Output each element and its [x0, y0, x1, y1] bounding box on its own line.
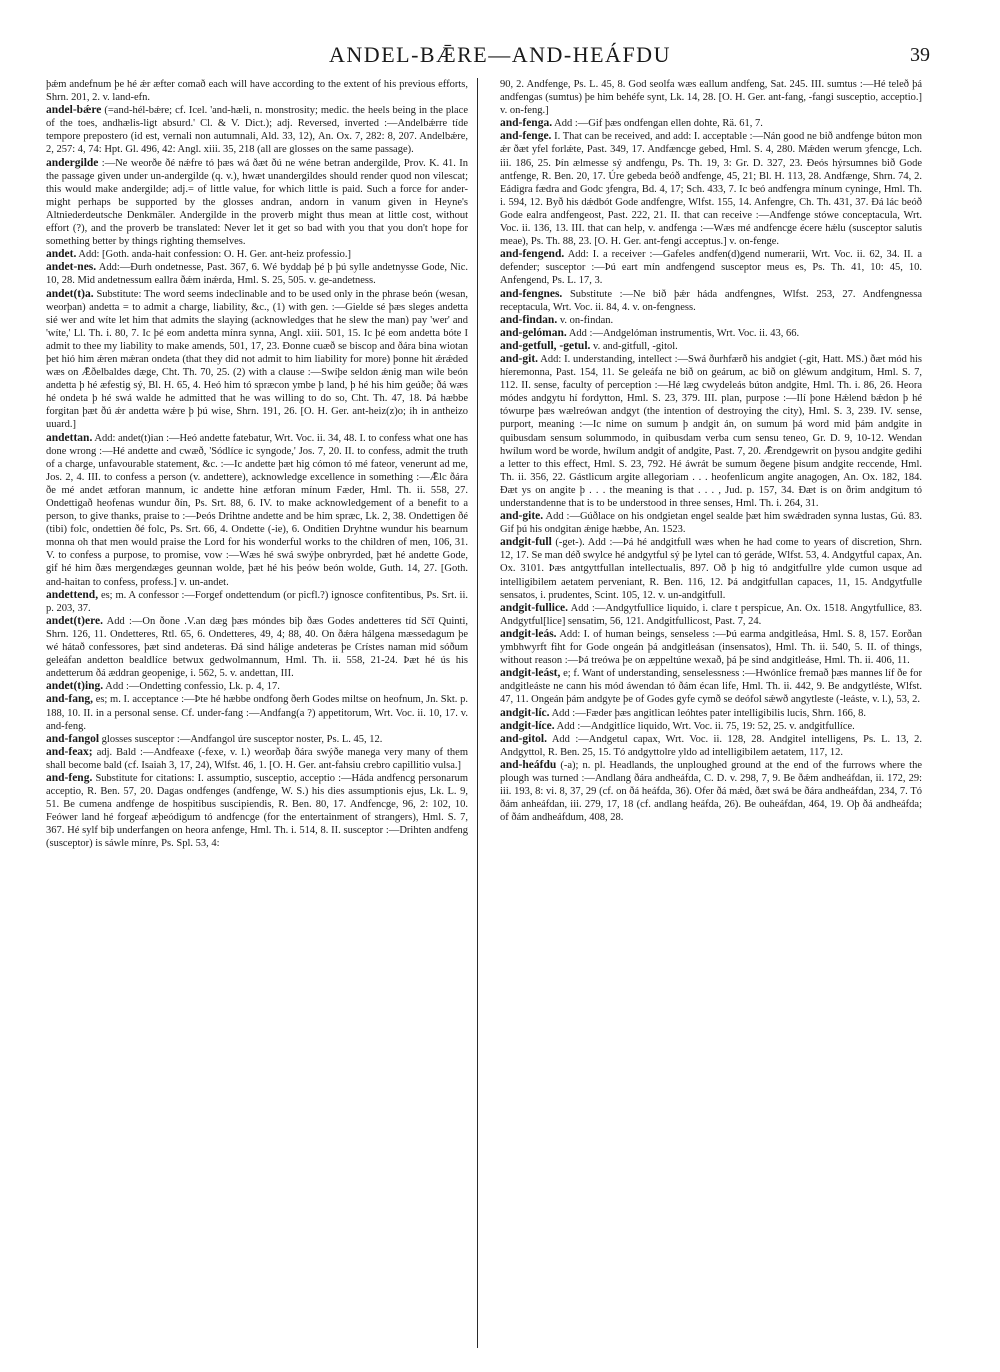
dictionary-entry — [500, 340, 922, 353]
entry-headword: andgit-leást, — [500, 667, 561, 680]
entry-headword: and-fenga. — [500, 117, 553, 130]
entry-text: Add :—Fæder þæs angitlican leóhtes pater intelligibilis lucis, Shrn. 166, 8. — [551, 707, 866, 719]
entry-text: es; m. A confessor :—Forgef ondettendum (or picfl.?) ignosce confitentibus, Ps. Srt. ii. p. 203, 37. — [46, 589, 468, 614]
entry-text: Add :—Gif þæs ondfengan ellen dohte, Rä. 61, 7. — [554, 118, 763, 130]
entry-headword: and-feax; — [46, 745, 93, 758]
entry-headword: and-fang, — [46, 693, 93, 706]
entry-text: Add :—Ondetting confessio, Lk. p. 4, 17. — [105, 681, 280, 693]
entry-headword: andet. — [46, 248, 77, 261]
entry-text: Substitute :—Ne bið þǽr háda andfengnes, Wlfst. 253, 27. Andfengnessa receptacula, Wrt. Voc. ii. 84, 4. v. on-fengness. — [500, 288, 922, 313]
entry-text: þǽm andefnum þe hé ǽr æfter comað each will have according to the extent of his previous efforts, Shrn. 201, 2. v. land-efn. — [46, 79, 468, 104]
entry-headword: and-feng. — [46, 771, 93, 784]
entry-headword: andgit-fullice. — [500, 601, 569, 614]
dictionary-entry — [500, 602, 922, 628]
entry-headword: andgit-líce. — [500, 719, 555, 732]
entry-headword: and-getfull, -getul. — [500, 339, 591, 352]
dictionary-entry — [500, 353, 922, 510]
entry-headword: and-fengnes. — [500, 287, 563, 300]
entry-text: Add:—Ðurh ondetnesse, Past. 367, 6. Wé byddaþ þé þ þú sylle andetnysse Gode, Nic. 10, 28. Mid andetnessum eallra ðǽm inǽrda, Hml. S. 25, 505. v. ge-andetness. — [46, 262, 468, 287]
dictionary-entry — [500, 628, 922, 667]
entry-text: Add :—Gúðlace on his ondgietan engel sealde þæt him swǽdraden synna lustas, Gú. 83. Gif þú his ondgitan ǽnige hæbbe, An. 1523. — [500, 511, 922, 536]
running-title: ANDEL-BǢRE—AND-HEÁFDU — [329, 42, 671, 67]
entry-text: Substitute: The word seems indeclinable and to be used only in the phrase beón (wesan, weorþan) andetta = to admit a charge, liability, &c., (1) with gen. :—Gielde sé þæs sleges andetta sié wer and wíte let him that admits the slaying (acknowledges that he slew the man) pay 'wer' and 'wíte,' Ll. Th. i. 80, 7. Ic þé eom andetta mínra synna, Angl. xiii. 501, 15. Ic þé eom andetta bóte I admit to thee my liability to make amends, 501, 17, 23. Ðonne cuæð se biscop and ðára bina wiotan þet hió him ǽren mǽran ondeta (that they did not admit to him liability for more) þonne hit ǽrǽded wæs on Ǣðelbaldes dæge, Cht. Th. 70, 25. (2) with a clause :—Swíþe seldon ǽnig man wile beón andetta þ hé æfestig sý, Bl. H. 65, 4. Heó him tó spræcon ymbe þ land, þ hé his him geúðe; ðá wæs hé ondeta þ hé swá walde he admitted that he was willing to do so, Cht. Th. 47, 18. Þá hæbbe forgitan þæt ðú ǽr andetta wǽre þ þú wise, Shrn. 191, 26. [O. H. Ger. ant-heiz(z)o; ih in antheizo uuard.] — [46, 288, 468, 431]
entry-text: Add :—Andgytfullice liquido, i. clare t perspicue, An. Ox. 1518. Angytfullice, 83. Andgytful[lice] sensatim, 56, 121. Andgitfullicost, Past. 7, 24. — [500, 602, 922, 627]
dictionary-entry — [46, 288, 468, 432]
entry-headword: andet-nes. — [46, 261, 97, 274]
entry-text: Add: I. a receiver :—Gafeles andfen(d)gend numerarii, Wrt. Voc. ii. 62, 34. II. a defender; susceptor :—Þú eart mín andfengend susceptor meus es, Ps. Th. 41, 10: 45, 10. Anfengend, Ps. L. 17, 3. — [500, 249, 922, 287]
entry-text: Add :—Andgelóman instrumentis, Wrt. Voc. ii. 43, 66. — [568, 327, 800, 339]
entry-text: Add: andet(t)ian :—Heó andette fatebatur, Wrt. Voc. ii. 34, 48. I. to confess what one has done wrong :—Hé andette and cwæð, 'Sódlíce ic syngode,' Jos. 7, 20. II. to confess, admit the truth of a charge, unfavourable statement, &c. :—Ic andette þæt hig cómon tó mé fateor, venerunt ad me, Jos. 2, 4. III. to confess a person (v. andettere), acknowledge excellence in something :—Ǣlc ðára ðe mé andet ætforan mannum, ic andette hine ætforan mínum Fæder, Hml. Th. ii. 558, 27. Ondettigað heofenas wundur ðín, Ps. Srt. 88, 6. IV. to make acknowledgement of a benefit to a person, to give thanks, praise to :—Þeós Drihtne andette and be him spræc, Lk. 2, 38. Ondettigen ðé (tibi) folc, ondettien ðé folc, Ps. Srt. 66, 4. Ondette (-ie), 6. Onditien Dryhtne wundur his bearnum monna oh that men would praise the Lord for his wonderful works to the children of men, 106, 31. V. to confess a purpose, to promise, vow :—Wæs hé swá swýþe onbryrded, þæt hé andette Gode, gif hé him ðæs mergendæges geunnan wolde, þæt hé his þeów beón wolde, Guth. 14, 27. [Goth. and-haitan to confess, profess.] v. un-andet. — [46, 432, 468, 588]
entry-text: Add: I. of human beings, senseless :—Þú earma andgitleása, Hml. S. 8, 157. Eorðan ymbhwyrft fiht for Gode ongeán þá andgitleásan (insensatos), Hml. Th. ii. 540, 5. II. of things, without reason :—Þá treówa þe on æppeltúne wexað, þá þe sind andgitleáse, Hml. Th. ii. 406, 11. — [500, 628, 922, 667]
dictionary-entry — [46, 746, 468, 772]
dictionary-entry — [500, 759, 922, 824]
entry-text: Add: I. understanding, intellect :—Swá ðurhfærð his andgiet (-git, Hatt. MS.) ðæt mód his híeremonna, Past. 154, 11. Se geleáfa ne bið on geárum, ac bið on gléwum andgitum, Hml. S. 7, 112. II. sense, faculty of perception :—Hé læg cwydeleás búton andgite, Hml. Th. i. 86, 26. Heora módes andgytu hí fordytton, Hml. S. 23, 379. III. plan, purpose :—Ilí þone Hǽlend bǽdon þ hé tówurpe þæs wælreówan andgyt (the intention of destroying the city), Hml. S. 3, 239. IV. sense, purport, meaning :—Ic nime on sumum þ andgit án, on sumum þá word mid þám andgite in quibusdam sensum solummodo, in quibusdam verba cum sensu teneo, Gr. D. 9, 10-12. Wendan hwílum word be worde, hwílum andgit of andgite, Past. 7, 20. Ǣrendgewrit on þysou andgite gedihi a letter to this effect, Hml. S. 23, 792. Hé áwrát be sumum ðegene þisum andgite reccende, Hml. Th. ii. 356, 22. Gástlicum argite allegoriam . . . heofenlicum angite anagogen, An. Ox. 182, 184. Ðæt ys on angite þ . . . the meaning is that . . . , Jud. p. 157, 34. Ðæt is on ðrim andgitum tó understandenne that is to be understood in three senses, Hml. Th. i. 264, 31. — [500, 353, 922, 509]
entry-headword: andet(t)a. — [46, 287, 94, 300]
entry-text: Add :—Andgitlíce liquido, Wrt. Voc. ii. 75, 19: 52, 25. v. andgitfullíce. — [556, 720, 855, 732]
entry-text: (-get-). Add :—Þá hé andgitfull wæs when he had come to years of discretion, Shrn. 12, 17. Se man déð swylce hé andgytful sý þe lytel can tó geráde, Wlfst. 53, 4. Andgytful capax, An. Ox. 3101. Þæs antgyttfullan intellectualis, 897. Oð þ hig tó andgitfullre ylde cumon usque ad intelligibilem aetatem perveniant, R. Ben. 116, 12. Þá andgitfullan capaces, 11, 15. Andgytfulle sensatos, i. prudentes, Scint. 105, 12. v. un-andgitfull. — [500, 537, 922, 601]
dictionary-entry — [500, 720, 922, 733]
dictionary-entry — [500, 117, 922, 130]
entry-text: :—Ne weorðe ðé nǽfre tó þæs wá ðæt ðú ne wéne betran andergilde, Prov. K. 41. In the passage given under un-andergilde (q. v.), hwæt unandergildes should render quod non vilescat; this would make andergilde; adj.= of little value, for which little is paid. Such a force for ander- might perhaps be supported by the glosses andran, andorn in vanum given in Heyne's Altniederdeutsche Denkmäler. Andergilde in the proverb might thus mean at little cost, without effort (?), and the proverb be translated: Never let it get so bad with you that you don't hope for something better by things righting themselves. — [46, 157, 468, 248]
entry-headword: and-gitol. — [500, 732, 547, 745]
entry-text: Add :—On ðone .V.an dæg þæs móndes biþ ðæs Godes andetteres tíd Sčī Quinti, Shrn. 126, 11. Ondetteres, Rtl. 65, 6. Ondetteres, 49, 4; 88, 40. On ðǽra hálgena mæssedagum þe wé hátað confessores, þæt sind andeteras. Ðá sind hálige andeteras þe Crístes naman mid sóðum geleáfan andetton bealdlíce betwux gedwolmannum, Hml. Th. ii. 558, 21-24. Þæt hé ús his andetterum ðá æddran geopenige, i. 562, 5. v. andettan, III. — [46, 615, 468, 680]
page-number: 39 — [910, 44, 930, 66]
left-column — [46, 78, 468, 1353]
dictionary-entry — [46, 432, 468, 589]
entry-text: Add: [Goth. anda-hait confession: O. H. Ger. ant-heiz professio.] — [78, 249, 352, 261]
entry-headword: andet(t)ing. — [46, 680, 104, 693]
entry-headword: and-gite. — [500, 510, 544, 523]
entry-headword: andettan. — [46, 431, 93, 444]
entry-headword: andel-bǽre — [46, 104, 102, 117]
dictionary-entry — [500, 667, 922, 706]
dictionary-entry — [500, 327, 922, 340]
entry-text: (-a); n. pl. Headlands, the unploughed ground at the end of the furrows where the plough was turned :—Andlang ðára andheáfda, C. D. v. 298, 7, 9. Be ðǽm andheáfdan, ii. 172, 29: iii. 193, 8: vi. 8, 37, 29 (cf. on ðá heáfda, 36). Ofer ðá mǽd, ðæt swá be ðára andheáfdan, 234, 7. Tó ðám anheáfdan, iii. 279, 17, 18 (cf. andlang heáfda, 26). Be ouheáfdan, 464, 19. Oþ ðá andheáfda; of ðám andheáfdum, 408, 28. — [500, 759, 922, 824]
entry-headword: andet(t)ere. — [46, 614, 103, 627]
entry-headword: and-findan. — [500, 313, 558, 326]
entry-headword: and-heáfdu — [500, 758, 557, 771]
entry-headword: and-fengend. — [500, 248, 565, 261]
dictionary-entry — [500, 314, 922, 327]
column-divider — [477, 78, 478, 1348]
entry-headword: andgit-leás. — [500, 627, 557, 640]
entry-headword: andettend, — [46, 588, 99, 601]
entry-headword: and-gelóman. — [500, 326, 567, 339]
entry-text: v. on-findan. — [559, 314, 614, 326]
dictionary-entry — [46, 615, 468, 680]
dictionary-entry — [46, 248, 468, 261]
entry-text: I. That can be received, and add: I. acceptable :—Nán good ne bið andfenge búton mon ǽr ðæt yfel forlǽte, Past. 349, 17. Andfæncge gebed, Hml. S. 4, 280. Mǽden werum ȝfencge, Lch. iii. 186, 25. Þín ælmesse sý andfengu, Ps. Th. 19, 3: Gr. D. 327, 23. Ðeós hýrsumnes bið Gode antfenge, R. Ben. 20, 17. Úre gebeda beóð andfenge, 45, 21; Bl. H. 113, 28. Andfænge, Shrn. 74, 2. Eádigra fædra and Godc ȝfengra, Bd. 4, 17; Sch. 433, 7. Ic beó andfengra mínum cyninge, Hml. Th. i. 594, 12. Byð his dǽdbót Gode andfengre, Wlfst. 155, 14. Anfengre, Ch. Th. 431, 37. Ðá lác beóð Gode ealra andfengeost, Past. 222, 21. II. that can receive :—Andfenge stówe conceptacula, Wrt. Voc. ii. 136, 13. III. that can help, v. andfenga :—Wæs mé andfencge écere hǽlu (susceptor salutis meae), Ps. Th. 88, 23. [O. H. Ger. ant-fengi acceptus.] v. on-fenge. — [500, 131, 922, 248]
dictionary-entry — [46, 261, 468, 287]
entry-headword: and-fenge. — [500, 130, 552, 143]
dictionary-entry — [46, 104, 468, 156]
dictionary-entry — [500, 536, 922, 601]
dictionary-entry — [46, 589, 468, 615]
entry-text: Add :—Andgetul capax, Wrt. Voc. ii. 128, 28. Andgitel intelligens, Ps. L. 13, 2. Andgyttol, R. Ben. 25, 15. Tó andgyttolre yldo ad intelligibilem aetatem, 117, 12. — [500, 733, 922, 758]
dictionary-entry — [500, 288, 922, 314]
entry-headword: andgit-full — [500, 536, 552, 549]
dictionary-entry — [46, 693, 468, 732]
dictionary-entry — [500, 733, 922, 759]
entry-text: es; m. I. acceptance :—Þte hé hæbbe ondfong ðerh Godes miltse on heofnum, Jn. Skt. p. 188, 10. II. in a personal sense. Cf. under-fang :—Andfang(a ?) appetitorum, Wrt. Voc. ii. 10, 17. v. and-feng. — [46, 694, 468, 732]
dictionary-entry — [500, 130, 922, 248]
right-column — [500, 78, 922, 1353]
entry-text: Substitute for citations: I. assumptio, susceptio, acceptio :—Háda andfencg personarum acceptio, R. Ben. 57, 20. Dagas ondfenges (andfenge, W. S.) his dies assumptionis ejus, Lk. L. 9, 51. Be cumena andfenge de hospitibus suscipiendis, R. Ben. 80, 17. Andfencge, 96, 2: 102, 10. Feówer land hé forgeaf æþeódigum tó andfencge (for the entertainment of strangers), Hml. S. 7, 367. Hé sylf biþ underfangen on heora anfenge, Hml. Th. i. 514, 8. II. susceptor :—Drihten andfeng (susceptor) is sáwle mínre, Ps. Spl. 53, 4: — [46, 772, 468, 850]
dictionary-entry — [500, 248, 922, 287]
entry-text: glosses susceptor :—Andfangol úre susceptor noster, Ps. L. 45, 12. — [101, 733, 383, 745]
dictionary-entry — [46, 157, 468, 249]
entry-text: v. and-gitfull, -gitol. — [593, 340, 678, 352]
entry-text: 90, 2. Andfenge, Ps. L. 45, 8. God seolfa wæs eallum andfeng, Sat. 245. III. sumtus :—Hé teleð þá andfengas (sumtus) þe him behéfe synt, Lk. 14, 28. [O. H. Ger. ant-fang, -fangi susceptio, acceptio.] v. on-feng.] — [500, 79, 922, 117]
entry-headword: andergilde — [46, 156, 99, 169]
dictionary-entry — [500, 707, 922, 720]
entry-headword: and-git. — [500, 352, 539, 365]
dictionary-entry — [500, 78, 922, 117]
entry-text: (=and-hél-bǽre; cf. Icel. 'and-hæli, n. monstrosity; medic. the heels being in the place of the toes, andhælis-ligt absurd.' Cl. & V. Dict.); adj. Reversed, inverted :—Andelbǽrre tíde tempore preposterо (id est, vernali non autumnali, Ald. 33, 12), An. Ox. 7, 282: 8, 207. Andelbǽre, 2, 257: 4, 74: Hpt. Gl. 496, 42: Angl. xiii. 35, 218 (all are glosses on the same passage). — [46, 105, 468, 156]
dictionary-entry — [46, 680, 468, 693]
dictionary-entry — [46, 733, 468, 746]
dictionary-entry — [46, 78, 468, 104]
dictionary-entry — [500, 510, 922, 536]
entry-text: e; f. Want of understanding, senselessness :—Hwónlíce fremað þæs mannes líf ðe for andgitleáste ne cann his mód áwendan tó ðám écan life, Hml. Th. ii. 442, 9. Be andgytléste, Wlfst. 47, 11. Ongeán þám andgyte þe of Godes gyfe cymð se deófol sǽwð angytleste (-leáste, v. l.), 53, 2. — [500, 668, 922, 706]
dictionary-entry — [46, 772, 468, 851]
entry-headword: andgit-líc. — [500, 706, 550, 719]
entry-text: adj. Bald :—Andfeaxe (-fexe, v. l.) weorðaþ ðára swýðe manega very many of them shall become bald (cf. Isaiah 3, 17, 24), Wlfst. 46, 1. [O. H. Ger. ant-fahsiu crebro capillitio vulsa.] — [46, 746, 468, 771]
entry-headword: and-fangol — [46, 732, 100, 745]
